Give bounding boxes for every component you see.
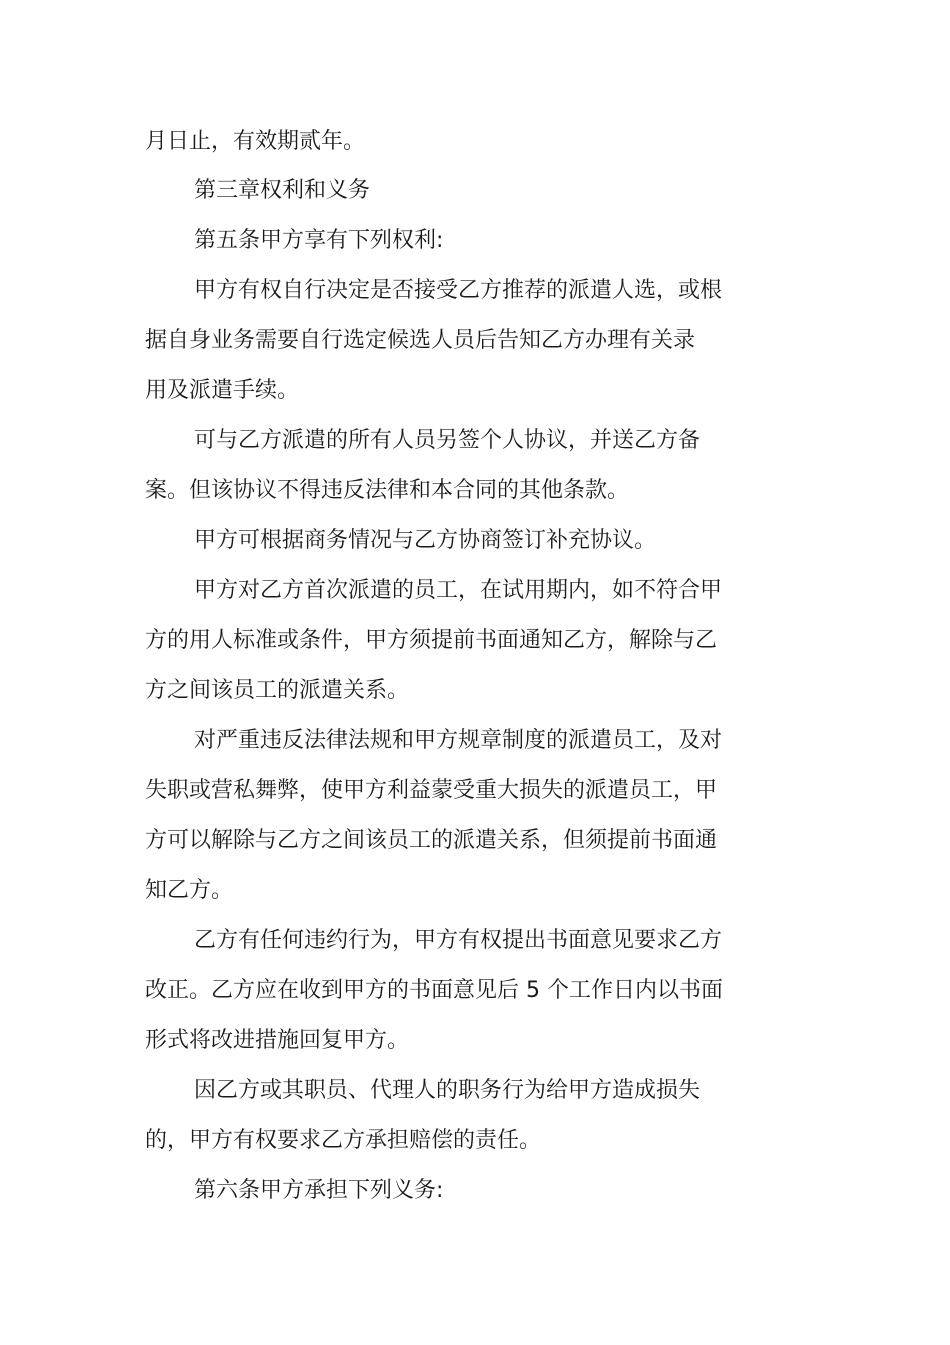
text-line: 甲方可根据商务情况与乙方协商签订补充协议。 bbox=[194, 528, 657, 553]
text-line: 失职或营私舞弊，使甲方利益蒙受重大损失的派遣员工，甲 bbox=[145, 778, 718, 803]
text-line: 甲方对乙方首次派遣的员工，在试用期内，如不符合甲 bbox=[194, 578, 723, 603]
article-heading: 第五条甲方享有下列权利: bbox=[194, 228, 444, 253]
text-line: 方可以解除与乙方之间该员工的派遣关系，但须提前书面通 bbox=[145, 828, 718, 853]
text-line: 案。但该协议不得违反法律和本合同的其他条款。 bbox=[145, 478, 630, 503]
text-line: 据自身业务需要自行选定候选人员后告知乙方办理有关录 bbox=[145, 328, 696, 353]
text-line: 甲方有权自行决定是否接受乙方推荐的派遣人选，或根 bbox=[194, 278, 723, 303]
text-line: 可与乙方派遣的所有人员另签个人协议，并送乙方备 bbox=[194, 428, 701, 453]
text-line: 形式将改进措施回复甲方。 bbox=[145, 1028, 410, 1053]
text-line: 因乙方或其职员、代理人的职务行为给甲方造成损失 bbox=[194, 1078, 701, 1103]
text-line: 方之间该员工的派遣关系。 bbox=[145, 678, 410, 703]
text-line: 知乙方。 bbox=[145, 878, 234, 903]
text-line: 改正。乙方应在收到甲方的书面意见后 5 个工作日内以书面 bbox=[145, 978, 723, 1003]
text-line: 用及派遣手续。 bbox=[145, 378, 300, 403]
text-line: 乙方有任何违约行为，甲方有权提出书面意见要求乙方 bbox=[194, 928, 723, 953]
chapter-heading: 第三章权利和义务 bbox=[194, 178, 371, 203]
text-line: 方的用人标准或条件，甲方须提前书面通知乙方，解除与乙 bbox=[145, 628, 718, 653]
text-line: 的，甲方有权要求乙方承担赔偿的责任。 bbox=[145, 1128, 542, 1153]
text-line: 对严重违反法律法规和甲方规章制度的派遣员工，及对 bbox=[194, 728, 723, 753]
text-line: 月日止，有效期贰年。 bbox=[145, 129, 366, 154]
article-heading: 第六条甲方承担下列义务: bbox=[194, 1178, 444, 1203]
